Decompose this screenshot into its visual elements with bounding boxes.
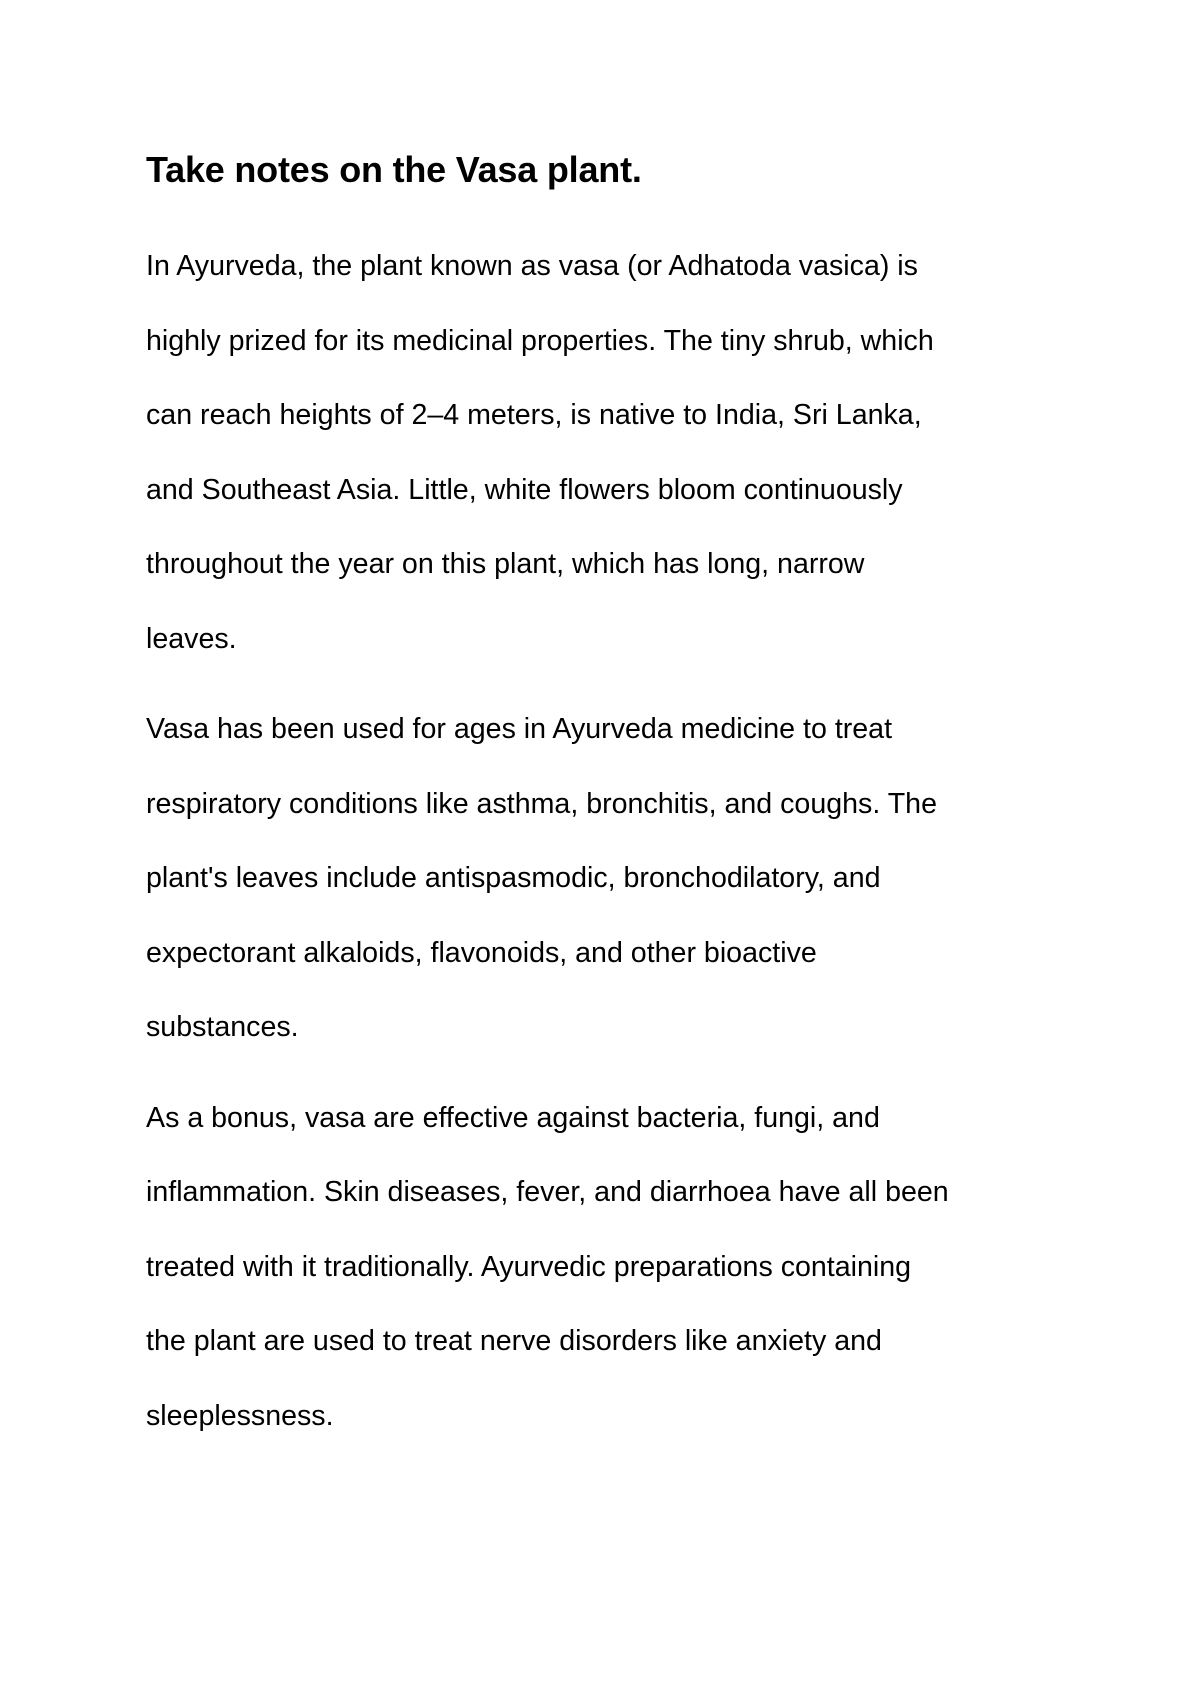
- paragraph-line: highly prized for its medicinal properties. The tiny shrub, which: [146, 324, 934, 357]
- paragraph-line: leaves.: [146, 622, 237, 655]
- paragraph-line: inflammation. Skin diseases, fever, and diarrhoea have all been: [146, 1176, 949, 1208]
- paragraph-line: respiratory conditions like asthma, bronchitis, and coughs. The: [146, 787, 937, 820]
- paragraph-line: treated with it traditionally. Ayurvedic preparations containing: [146, 1250, 912, 1283]
- paragraph-3: [146, 1081, 1076, 1454]
- paragraph-line: throughout the year on this plant, which has long, narrow: [146, 548, 865, 580]
- paragraph-line: can reach heights of 2–4 meters, is native to India, Sri Lanka,: [146, 399, 922, 431]
- paragraph-line: In Ayurveda, the plant known as vasa (or Adhatoda vasica) is: [146, 250, 918, 282]
- paragraph-line: Vasa has been used for ages in Ayurveda medicine to treat: [146, 713, 893, 745]
- paragraph-line: expectorant alkaloids, flavonoids, and other bioactive: [146, 936, 817, 969]
- paragraph-line: substances.: [146, 1011, 299, 1043]
- paragraph-line: sleeplessness.: [146, 1399, 334, 1432]
- paragraph-line: plant's leaves include antispasmodic, bronchodilatory, and: [146, 862, 881, 894]
- paragraph-line: As a bonus, vasa are effective against bacteria, fungi, and: [146, 1101, 880, 1134]
- paragraph-2: [146, 692, 1076, 1065]
- paragraph-1: [146, 229, 1076, 676]
- document-body: [146, 140, 1076, 1453]
- paragraph-line: the plant are used to treat nerve disorders like anxiety and: [146, 1325, 882, 1357]
- paragraph-line: and Southeast Asia. Little, white flowers bloom continuously: [146, 473, 903, 506]
- document-title: Take notes on the Vasa plant.: [146, 149, 642, 190]
